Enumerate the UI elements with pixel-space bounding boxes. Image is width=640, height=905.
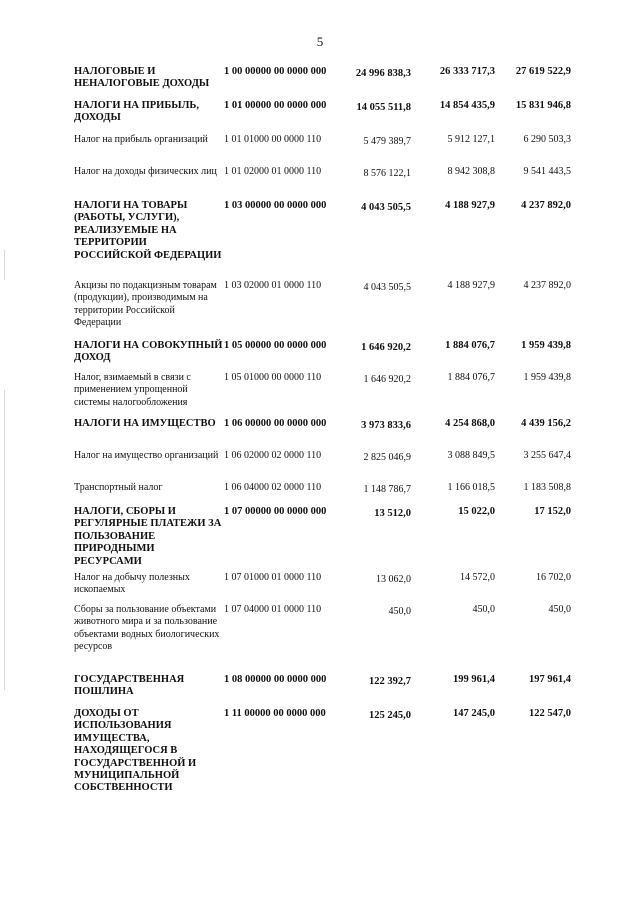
row-value-2: 199 961,4 <box>453 674 495 685</box>
row-code: 1 03 02000 01 0000 110 <box>224 280 322 291</box>
row-value-3: 15 831 946,8 <box>515 100 571 111</box>
row-value-1: 8 576 122,1 <box>363 168 411 179</box>
row-value-1: 4 043 505,5 <box>363 282 411 293</box>
row-name: Налог, взимаемый в связи с применением упрощенной системы налогообложения <box>74 372 191 408</box>
row-name: НАЛОГИ НА ИМУЩЕСТВО <box>74 418 216 429</box>
table-row <box>74 166 571 180</box>
row-value-1: 13 062,0 <box>376 574 411 585</box>
row-code: 1 06 04000 02 0000 110 <box>224 482 322 493</box>
table-row <box>74 100 571 125</box>
row-value-1: 24 996 838,3 <box>355 68 411 79</box>
row-name: Сборы за пользование объектами животного мира и за пользование объектами водных биологических ресурсов <box>74 604 220 653</box>
table-row <box>74 604 571 654</box>
row-name: Налог на добычу полезных ископаемых <box>74 572 190 596</box>
row-value-3: 17 152,0 <box>534 506 571 517</box>
row-value-2: 8 942 308,8 <box>447 166 495 177</box>
row-value-1: 3 973 833,6 <box>361 420 411 431</box>
row-value-3: 4 237 892,0 <box>521 200 571 211</box>
row-code: 1 03 00000 00 0000 000 <box>224 200 327 211</box>
row-name: Налог на доходы физических лиц <box>74 166 217 177</box>
row-value-1: 1 646 920,2 <box>361 342 411 353</box>
row-value-1: 5 479 389,7 <box>363 136 411 147</box>
row-value-2: 1 884 076,7 <box>447 372 495 383</box>
row-value-3: 16 702,0 <box>536 572 571 583</box>
row-value-1: 125 245,0 <box>369 710 411 721</box>
row-value-2: 5 912 127,1 <box>447 134 495 145</box>
row-name: Налог на прибыль организаций <box>74 134 208 145</box>
margin-scan-mark <box>4 250 5 280</box>
row-code: 1 11 00000 00 0000 000 <box>224 708 326 719</box>
page-number: 5 <box>316 34 324 49</box>
table-row <box>74 572 571 597</box>
row-value-3: 197 961,4 <box>529 674 571 685</box>
row-value-1: 122 392,7 <box>369 676 411 687</box>
row-value-1: 2 825 046,9 <box>363 452 411 463</box>
row-name: НАЛОГИ НА ТОВАРЫ (РАБОТЫ, УСЛУГИ), РЕАЛИЗУЕМЫЕ НА ТЕРРИТОРИИ РОССИЙСКОЙ ФЕДЕРАЦИИ <box>74 200 222 261</box>
row-value-2: 1 166 018,5 <box>447 482 495 493</box>
row-value-3: 3 255 647,4 <box>523 450 571 461</box>
row-code: 1 01 00000 00 0000 000 <box>224 100 327 111</box>
row-value-3: 9 541 443,5 <box>523 166 571 177</box>
row-code: 1 06 02000 02 0000 110 <box>224 450 322 461</box>
row-value-3: 6 290 503,3 <box>523 134 571 145</box>
row-code: 1 01 02000 01 0000 110 <box>224 166 322 177</box>
row-name: Акцизы по подакцизным товарам (продукции), производимым на территории Российской Федерации <box>74 280 217 329</box>
row-value-1: 4 043 505,5 <box>361 202 411 213</box>
row-value-2: 3 088 849,5 <box>447 450 495 461</box>
row-name: НАЛОГОВЫЕ И НЕНАЛОГОВЫЕ ДОХОДЫ <box>74 66 210 90</box>
table-row <box>74 418 571 432</box>
row-code: 1 05 01000 00 0000 110 <box>224 372 322 383</box>
table-row <box>74 450 571 464</box>
table-row <box>74 200 571 262</box>
margin-scan-mark <box>4 390 5 690</box>
row-value-1: 14 055 511,8 <box>356 102 411 113</box>
row-name: ДОХОДЫ ОТ ИСПОЛЬЗОВАНИЯ ИМУЩЕСТВА, НАХОДЯЩЕГОСЯ В ГОСУДАРСТВЕННОЙ И МУНИЦИПАЛЬНОЙ СОБСТВЕННОСТИ <box>74 708 197 794</box>
row-value-1: 450,0 <box>388 606 411 617</box>
table-row <box>74 66 571 91</box>
row-value-3: 4 237 892,0 <box>523 280 571 291</box>
row-value-2: 1 884 076,7 <box>445 340 495 351</box>
table-row <box>74 340 571 365</box>
row-value-1: 13 512,0 <box>374 508 411 519</box>
row-name: НАЛОГИ НА ПРИБЫЛЬ, ДОХОДЫ <box>74 100 199 124</box>
row-value-3: 1 959 439,8 <box>521 340 571 351</box>
row-name: ГОСУДАРСТВЕННАЯ ПОШЛИНА <box>74 674 185 698</box>
row-code: 1 07 01000 01 0000 110 <box>224 572 322 583</box>
row-name: НАЛОГИ, СБОРЫ И РЕГУЛЯРНЫЕ ПЛАТЕЖИ ЗА ПОЛЬЗОВАНИЕ ПРИРОДНЫМИ РЕСУРСАМИ <box>74 506 222 567</box>
table-row <box>74 280 571 330</box>
row-code: 1 06 00000 00 0000 000 <box>224 418 327 429</box>
row-value-1: 1 148 786,7 <box>363 484 411 495</box>
row-value-3: 122 547,0 <box>529 708 571 719</box>
row-value-2: 4 188 927,9 <box>447 280 495 291</box>
row-code: 1 00 00000 00 0000 000 <box>224 66 327 77</box>
table-row <box>74 482 571 496</box>
row-value-2: 14 572,0 <box>460 572 495 583</box>
row-value-2: 26 333 717,3 <box>439 66 495 77</box>
table-row <box>74 372 571 409</box>
row-value-1: 1 646 920,2 <box>363 374 411 385</box>
row-value-2: 4 188 927,9 <box>445 200 495 211</box>
row-value-3: 1 183 508,8 <box>523 482 571 493</box>
row-value-3: 450,0 <box>548 604 571 615</box>
row-name: НАЛОГИ НА СОВОКУПНЫЙ ДОХОД <box>74 340 223 364</box>
row-code: 1 05 00000 00 0000 000 <box>224 340 327 351</box>
row-value-2: 14 854 435,9 <box>439 100 495 111</box>
row-value-2: 15 022,0 <box>458 506 495 517</box>
row-value-2: 147 245,0 <box>453 708 495 719</box>
row-code: 1 01 01000 00 0000 110 <box>224 134 322 145</box>
table-row <box>74 708 571 795</box>
table-row <box>74 506 571 568</box>
table-row <box>74 674 571 699</box>
row-value-3: 27 619 522,9 <box>515 66 571 77</box>
row-code: 1 07 00000 00 0000 000 <box>224 506 327 517</box>
table-row <box>74 134 571 148</box>
row-value-3: 4 439 156,2 <box>521 418 571 429</box>
row-value-2: 450,0 <box>472 604 495 615</box>
row-value-3: 1 959 439,8 <box>523 372 571 383</box>
row-code: 1 08 00000 00 0000 000 <box>224 674 327 685</box>
row-value-2: 4 254 868,0 <box>445 418 495 429</box>
row-code: 1 07 04000 01 0000 110 <box>224 604 322 615</box>
row-name: Транспортный налог <box>74 482 163 493</box>
row-name: Налог на имущество организаций <box>74 450 219 461</box>
